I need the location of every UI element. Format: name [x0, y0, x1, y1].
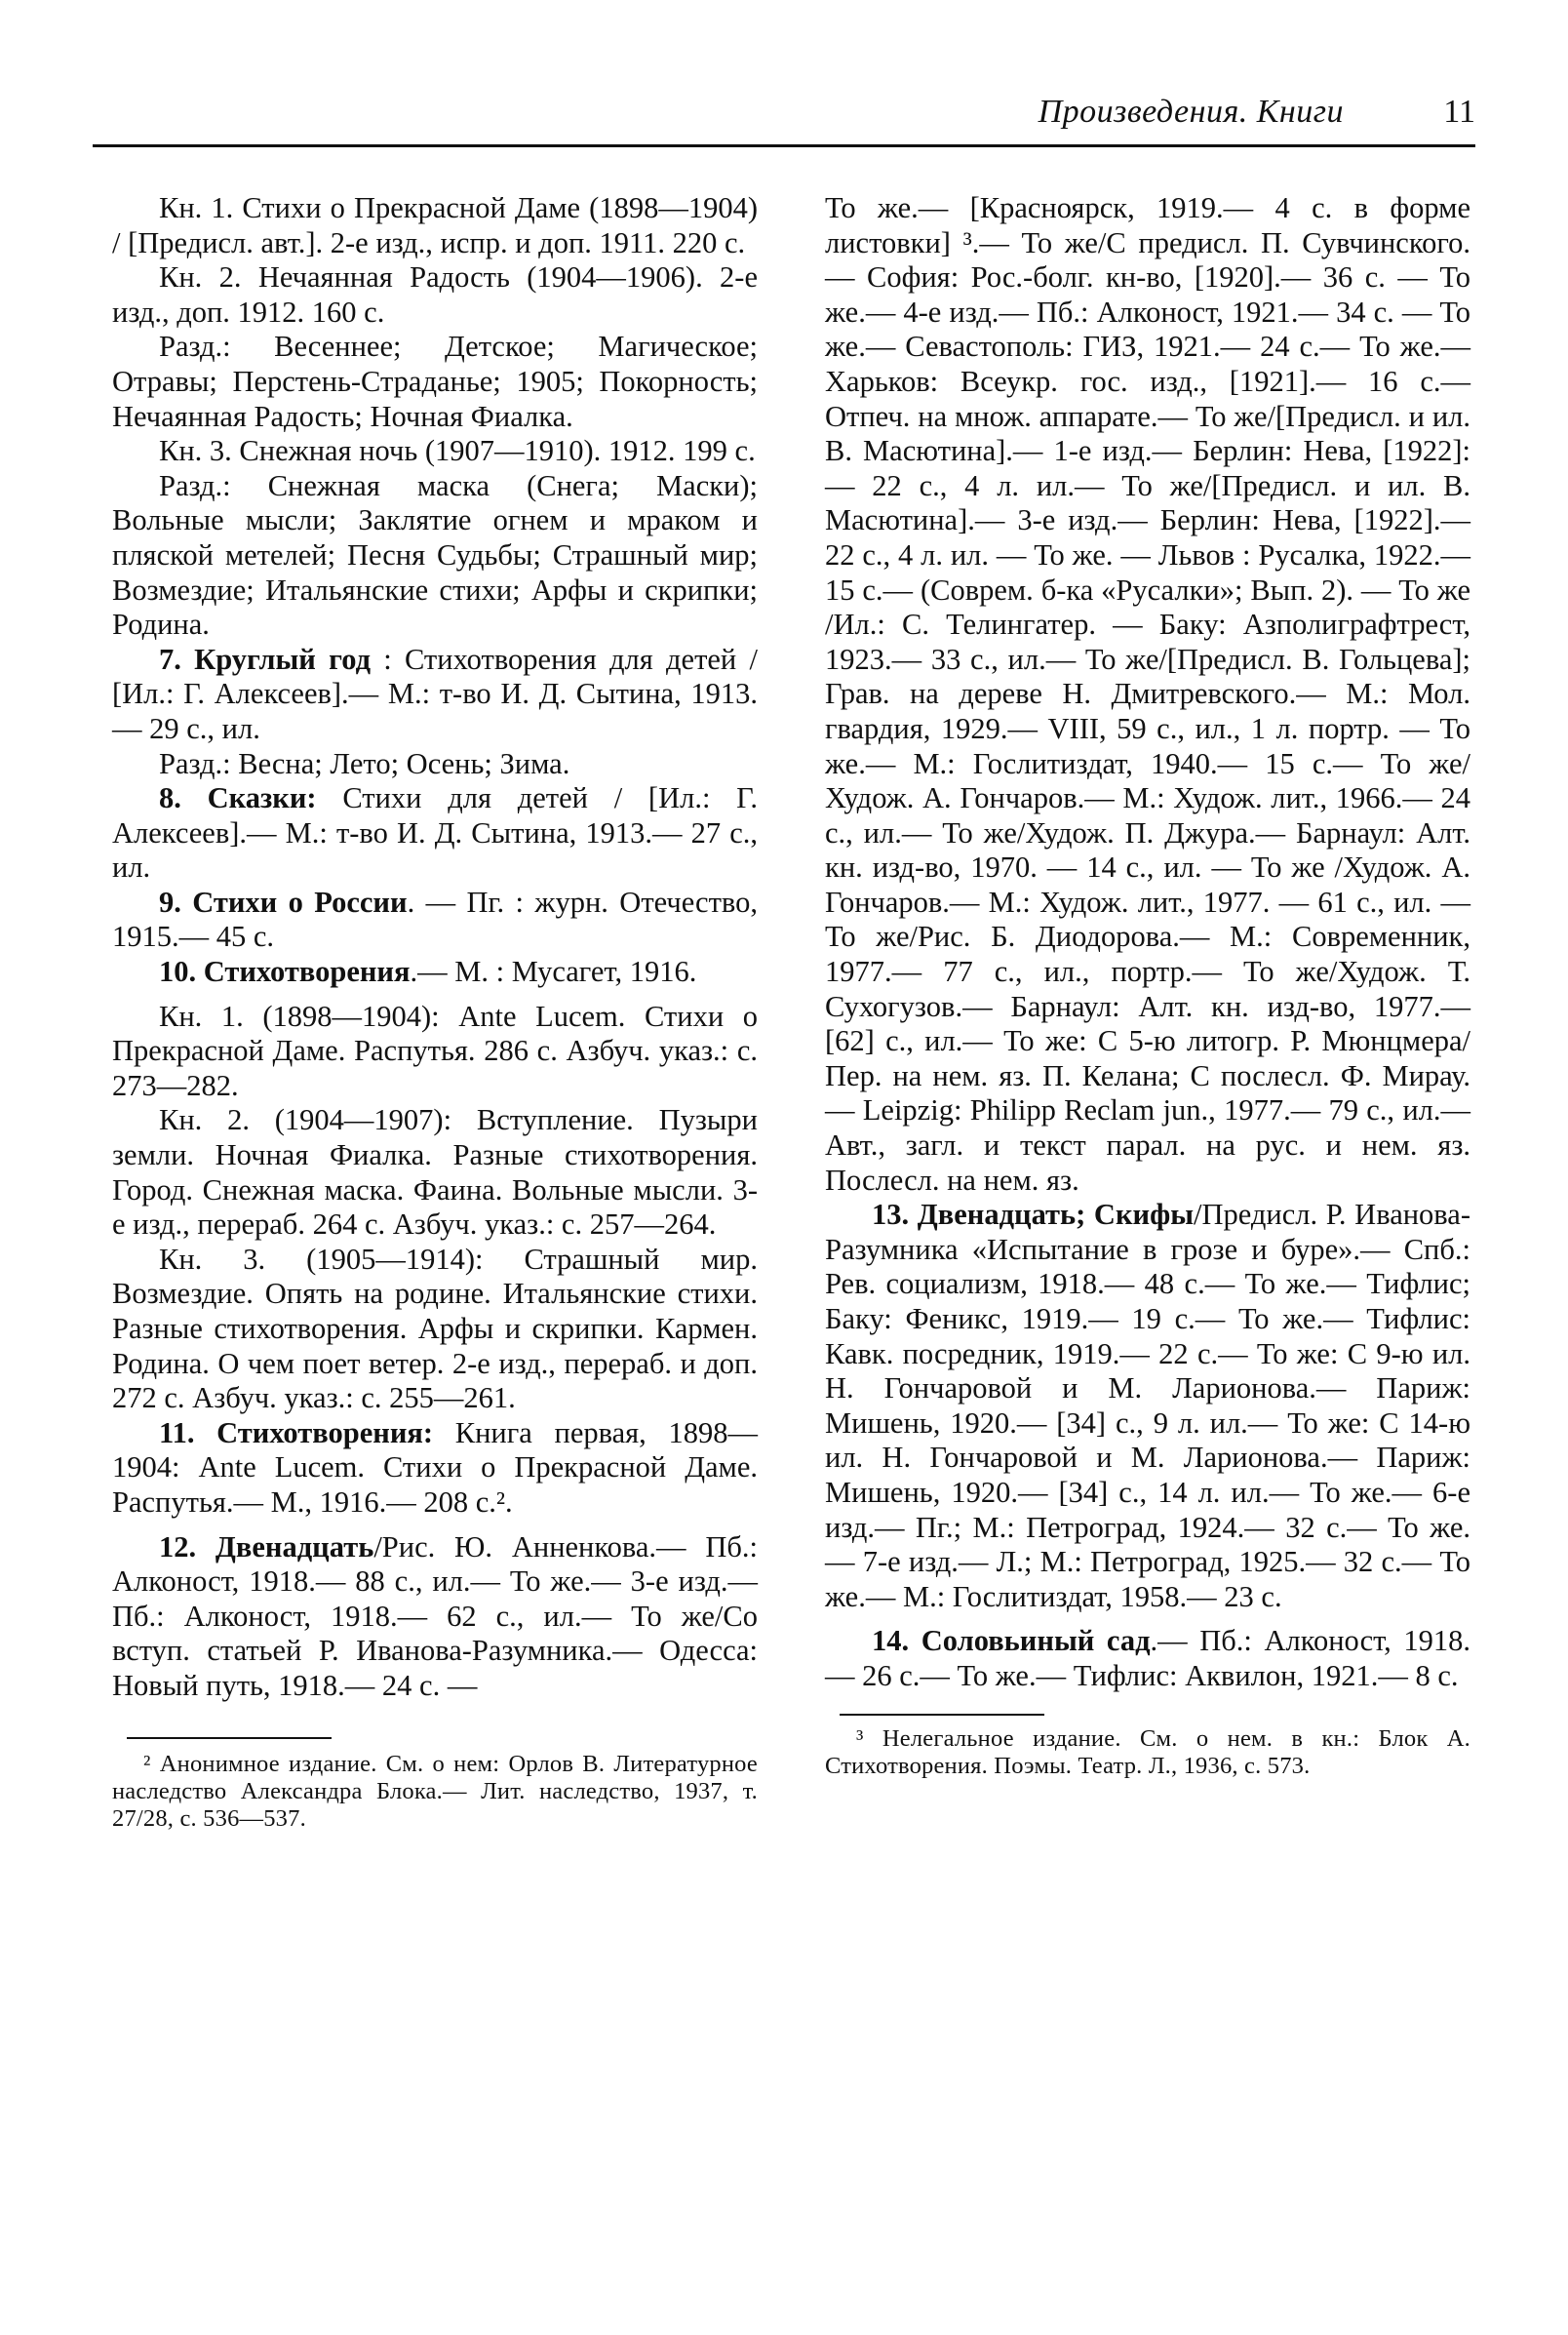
bibliography-entry [112, 955, 758, 990]
bibliography-entry [112, 434, 758, 469]
bibliography-entry [112, 1243, 758, 1416]
bibliography-entry [112, 643, 758, 747]
right-column [825, 191, 1470, 1780]
right-entries [825, 191, 1470, 1694]
bibliography-entry [825, 191, 1470, 1198]
entry-text: Разд.: Весеннее; Детское; Магическое; Отравы; Перстень-Страданье; 1905; Покорность; Нечаянная Радость; Ночная Фиалка. [112, 330, 758, 433]
page-header [93, 90, 1475, 147]
entry-text: /Предисл. Р. Иванова-Разумника «Испытание в грозе и буре».— Спб.: Рев. социализм, 1918.— 48 с.— То же.— Тифлис; Баку: Феникс, 1919.— 19 с.— То же.— Тифлис: Кавк. посредник, 1919.— 22 с.— То же: С 9-ю ил. Н. Гончаровой и М. Ларионова.— Париж: Мишень, 1920.— [34] с., 9 л. ил.— То же: С 14-ю ил. Н. Гончаровой и М. Ларионова.— Париж: Мишень, 1920.— [34] с., 14 л. ил.— То же.— 6-е изд.— Пг.; М.: Петроград, 1924.— 32 с.— То же.— 7-е изд.— Л.; М.: Петроград, 1925.— 32 с.— То же.— М.: Гослитиздат, 1958.— 23 с. [825, 1198, 1471, 1613]
entry-title: 7. Круглый год [159, 642, 371, 676]
entry-text: Кн. 2. (1904—1907): Вступление. Пузыри земли. Ночная Фиалка. Разные стихотворения. Город. Снежная маска. Фаина. Вольные мысли. 3-е изд., перераб. 264 с. Азбуч. указ.: с. 257—264. [112, 1103, 758, 1242]
footnote-rule [840, 1714, 1044, 1716]
bibliography-entry [112, 781, 758, 886]
entry-title: 10. Стихотворения [159, 955, 411, 989]
bibliography-entry [112, 1416, 758, 1521]
bibliography-entry [112, 1000, 758, 1104]
bibliography-entry [112, 469, 758, 643]
left-entries [112, 191, 758, 1704]
bibliography-entry [112, 1530, 758, 1704]
entry-title: 8. Сказки: [159, 781, 317, 815]
bibliography-entry [825, 1624, 1470, 1693]
entry-text: /Рис. Ю. Анненкова.— Пб.: Алконост, 1918.— 88 с., ил.— То же.— 3-е изд.— Пб.: Алконост, 1918.— 62 с., ил.— То же/Со вступ. статьей Р. Иванова-Разумника.— Одесса: Новый путь, 1918.— 24 с. — [112, 1529, 759, 1702]
bibliography-entry [112, 260, 758, 330]
entry-text: Кн. 3. (1905—1914): Страшный мир. Возмездие. Опять на родине. Итальянские стихи. Разные стихотворения. Арфы и скрипки. Кармен. Родина. О чем поет ветер. 2-е изд., перераб. и доп. 272 с. Азбуч. указ.: с. 255—261. [112, 1242, 758, 1415]
entry-text: Книга первая, 1898—1904: Ante Lucem. Стихи о Прекрасной Даме. Распутья.— М., 1916.— 208 с.². [112, 1415, 758, 1519]
entry-text: Разд.: Снежная маска (Снега; Маски); Вольные мысли; Заклятие огнем и мраком и пляской метелей; Песня Судьбы; Страшный мир; Возмездие; Итальянские стихи; Арфы и скрипки; Родина. [112, 468, 758, 642]
entry-text: Стихи для детей / [Ил.: Г. Алексеев].— М.: т-во И. Д. Сытина, 1913.— 27 с., ил. [112, 781, 758, 885]
entry-text: То же.— [Красноярск, 1919.— 4 с. в форме листовки] ³.— То же/С предисл. П. Сувчинского.— София: Рос.-болг. кн-во, [1920].— 36 с. — То же.— 4-е изд.— Пб.: Алконост, 1921.— 34 с. — То же.— Севастополь: ГИЗ, 1921.— 24 с.— То же.— Харьков: Всеукр. гос. изд., [1921].— 16 с.— Отпеч. на множ. аппарате.— То же/[Предисл. и ил. В. Масютина].— 1-е изд.— Берлин: Нева, [1922]: — 22 с., 4 л. ил.— То же/[Предисл. и ил. В. Масютина].— 3-е изд.— Берлин: Нева, [1922].— 22 с., 4 л. ил. — То же. — Львов : Русалка, 1922.— 15 с.— (Соврем. б-ка «Русалки»; Вып. 2). — То же /Ил.: С. Телингатер. — Баку: Азполиграфтрест, 1923.— 33 с., ил.— То же/[Предисл. В. Гольцева]; Грав. на дереве Н. Дмитревского.— М.: Мол. гвардия, 1929.— VIII, 59 с., ил., 1 л. портр. — То же.— М.: Гослитиздат, 1940.— 15 с.— То же/Худож. А. Гончаров.— М.: Худож. лит., 1966.— 24 с., ил.— То же/Худож. П. Джура.— Барнаул: Алт. кн. изд-во, 1970. — 14 с., ил. — То же /Худож. А. Гончаров.— М.: Худож. лит., 1977. — 61 с., ил. — То же/Рис. Б. Диодорова.— М.: Современник, 1977.— 77 с., ил., портр.— То же/Худож. Т. Сухогузов.— Барнаул: Алт. кн. изд-во, 1977.— [62] с., ил.— То же: С 5-ю литогр. Р. Мюнцмера/Пер. на нем. яз. П. Келана; С послесл. Ф. Мирау. — Leipzig: Philipp Reclam jun., 1977.— 79 с., ил.— Авт., загл. и текст парал. на рус. и нем. яз. Послесл. на нем. яз. [825, 191, 1470, 1197]
entry-text: Кн. 3. Снежная ночь (1907—1910). 1912. 199 с. [159, 434, 756, 468]
bibliography-entry [112, 1103, 758, 1242]
entry-text: Кн. 1. (1898—1904): Ante Lucem. Стихи о Прекрасной Даме. Распутья. 286 с. Азбуч. указ.: с. 273—282. [112, 999, 758, 1102]
left-column [112, 191, 758, 1833]
footnote-rule [127, 1737, 332, 1739]
entry-title: 13. Двенадцать; Скифы [872, 1198, 1195, 1232]
entry-text: Кн. 2. Нечаянная Радость (1904—1906). 2-е изд., доп. 1912. 160 с. [112, 260, 758, 329]
entry-title: 12. Двенадцать [159, 1529, 374, 1563]
entry-text: : Стихотворения для детей / [Ил.: Г. Алексеев].— М.: т-во И. Д. Сытина, 1913.— 29 с., ил. [112, 642, 758, 745]
entry-text: Разд.: Весна; Лето; Осень; Зима. [159, 746, 570, 780]
running-title: Произведения. Книги [1038, 94, 1344, 130]
entry-text: Кн. 1. Стихи о Прекрасной Даме (1898—1904) / [Предисл. авт.]. 2-е изд., испр. и доп. 1911. 220 с. [112, 191, 758, 259]
page-number: 11 [1443, 94, 1475, 130]
entry-title: 11. Стихотворения: [159, 1415, 434, 1449]
footnote-2: ² Анонимное издание. См. о нем: Орлов В. Литературное наследство Александра Блока.— Лит. наследство, 1937, т. 27/28, с. 536—537. [112, 1750, 758, 1832]
bibliography-entry [112, 747, 758, 782]
footnote-3: ³ Нелегальное издание. См. о нем. в кн.: Блок А. Стихотворения. Поэмы. Театр. Л., 1936, с. 573. [825, 1724, 1470, 1779]
entry-text: .— Пб.: Алконост, 1918.— 26 с.— То же.— Тифлис: Аквилон, 1921.— 8 с. [825, 1624, 1470, 1692]
entry-text: . — Пг. : журн. Отечество, 1915.— 45 с. [112, 885, 758, 954]
entry-title: 9. Стихи о России [159, 885, 408, 919]
entry-title: 14. Соловьиный сад [872, 1624, 1151, 1658]
entry-text: .— М. : Мусагет, 1916. [410, 955, 697, 989]
bibliography-entry [112, 886, 758, 955]
bibliography-entry [112, 330, 758, 434]
bibliography-entry [112, 191, 758, 260]
bibliography-entry [825, 1198, 1470, 1614]
